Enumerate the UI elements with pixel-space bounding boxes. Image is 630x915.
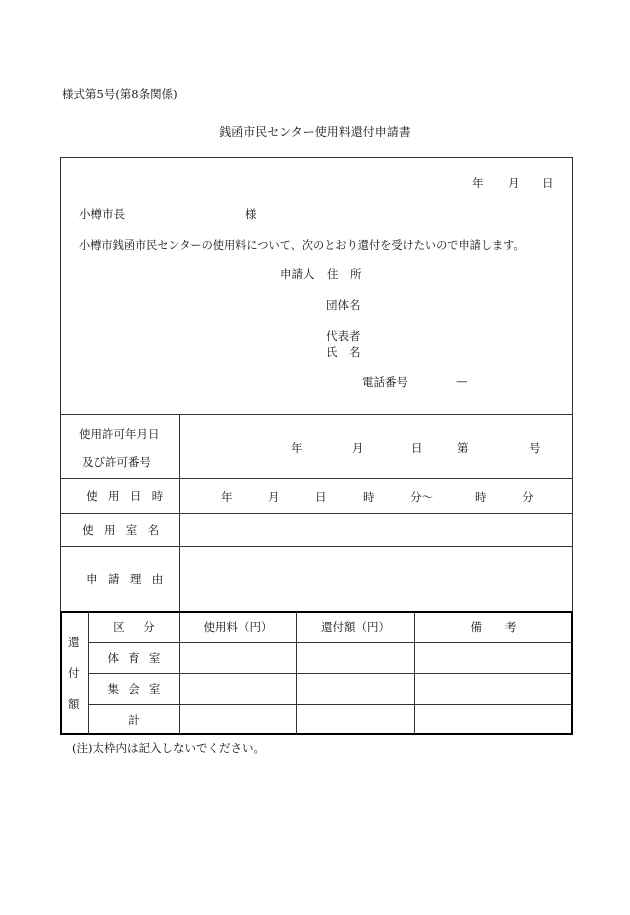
date-month: 月 xyxy=(508,176,520,190)
name-label: 氏 名 xyxy=(326,345,361,359)
footnote: (注)太枠内は記入しないでください。 xyxy=(72,741,265,755)
use-month: 月 xyxy=(268,490,280,504)
use-day: 日 xyxy=(315,490,327,504)
group-name-label: 団体名 xyxy=(326,298,361,312)
use-datetime-label: 使用日時 xyxy=(86,488,174,503)
divider-upper xyxy=(60,414,573,415)
header-fee: 使用料（円） xyxy=(203,620,273,634)
use-year: 年 xyxy=(221,490,233,504)
refund-side-char-1: 還 xyxy=(68,635,80,649)
header-category: 区分 xyxy=(113,620,174,634)
reason-label: 申請理由 xyxy=(86,571,174,586)
header-remarks: 備 考 xyxy=(470,620,517,634)
page-title: 銭函市民センター使用料還付申請書 xyxy=(219,125,411,139)
addressee-name: 小樽市長 xyxy=(79,207,125,221)
permit-year: 年 xyxy=(291,441,303,455)
date-year: 年 xyxy=(472,176,484,190)
applicant-label: 申請人 xyxy=(280,267,315,281)
date-day: 日 xyxy=(542,176,554,190)
form-number: 様式第5号(第8条関係) xyxy=(62,87,178,101)
permit-dai: 第 xyxy=(457,441,469,455)
refund-side-char-2: 付 xyxy=(68,666,80,680)
item-gymnasium: 体育室 xyxy=(107,651,170,665)
room-name-label: 使用室名 xyxy=(82,522,170,537)
use-hour: 時 xyxy=(363,490,375,504)
use-minute-from: 分～ xyxy=(410,490,433,504)
phone-dash: — xyxy=(456,374,468,388)
permit-label-2: 及び許可番号 xyxy=(82,455,151,469)
permit-month: 月 xyxy=(352,441,364,455)
use-minute-to: 分 xyxy=(522,490,534,504)
use-hour-to: 時 xyxy=(475,490,487,504)
addressee-honorific: 様 xyxy=(245,207,257,221)
phone-label: 電話番号 xyxy=(362,375,408,389)
item-meeting-room: 集会室 xyxy=(107,682,170,696)
item-total: 計 xyxy=(128,712,140,727)
permit-go: 号 xyxy=(529,441,541,455)
address-label: 住 所 xyxy=(327,267,362,281)
application-statement: 小樽市銭函市民センターの使用料について、次のとおり還付を受けたいので申請します。 xyxy=(79,239,525,252)
permit-label-1: 使用許可年月日 xyxy=(79,427,160,441)
header-refund: 還付額（円） xyxy=(321,620,390,634)
permit-day: 日 xyxy=(411,441,423,455)
representative-label: 代表者 xyxy=(326,329,361,343)
refund-side-char-3: 額 xyxy=(68,697,80,711)
